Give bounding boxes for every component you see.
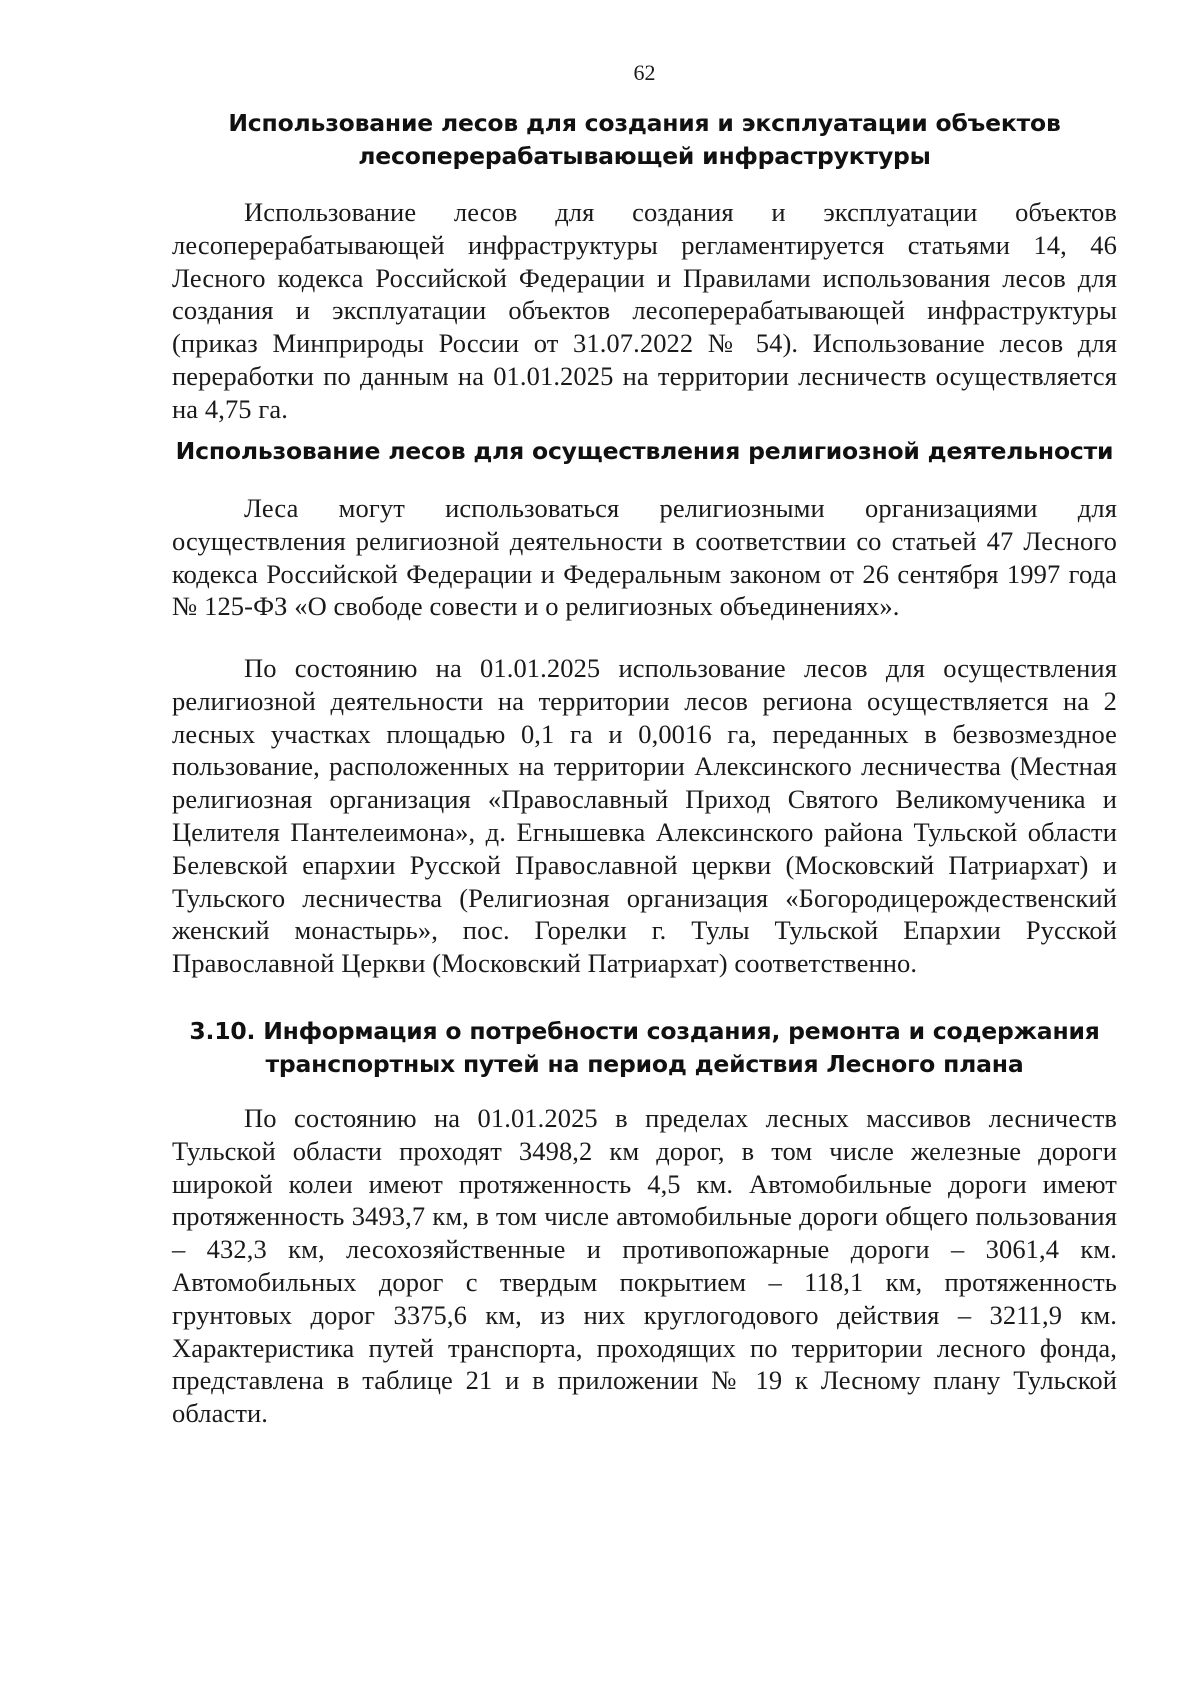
section-heading-processing-infrastructure: Использование лесов для создания и эксплуатации объектов лесоперерабатывающей инфраструктуры [228,109,1061,170]
paragraph-religious-activity-status: По состоянию на 01.01.2025 использование лесов для осуществления религиозной деятельности на территории лесов региона осуществляется на 2 лесных участках площадью 0,1 га и 0,0016 га, переданных в безвозмездное пользование, расположенных на территории Алексинского лесничества (Местная религиозная организация «Православный Приход Святого Великомученика и Целителя Пантелеимона», д. Егнышевка Алексинского района Тульской области Белевской епархии Русской Православной церкви (Московский Патриархат) и Тульского лесничества (Религиозная организация «Богородицерождественский женский монастырь», пос. Горелки г. Тулы Тульской Епархии Русской Православной Церкви (Московский Патриархат) соответственно. [172,653,1117,979]
section-heading-religious-activity: Использование лесов для осуществления религиозной деятельности [175,437,1114,465]
paragraph-processing-infrastructure: Использование лесов для создания и эксплуатации объектов лесоперерабатывающей инфраструктуры регламентируется статьями 14, 46 Лесного кодекса Российской Федерации и Правилами использования лесов для создания и эксплуатации объектов лесоперерабатывающей инфраструктуры (приказ Минприроды России от 31.07.2022 № 54). Использование лесов для переработки по данным на 01.01.2025 на территории лесничеств осуществляется на 4,75 га. [172,197,1117,424]
paragraph-transport-routes: По состоянию на 01.01.2025 в пределах лесных массивов лесничеств Тульской области проходят 3498,2 км дорог, в том числе железные дороги широкой колеи имеют протяженность 4,5 км. Автомобильные дороги имеют протяженность 3493,7 км, в том числе автомобильные дороги общего пользования – 432,3 км, лесохозяйственные и противопожарные дороги – 3061,4 км. Автомобильных дорог с твердым покрытием – 118,1 км, протяженность грунтовых дорог 3375,6 км, из них круглогодового действия – 3211,9 км. Характеристика путей транспорта, проходящих по территории лесного фонда, представлена в таблице 21 и в приложении № 19 к Лесному плану Тульской области. [172,1103,1117,1429]
paragraph-religious-activity-law: Леса могут использоваться религиозными организациями для осуществления религиозной деятельности в соответствии со статьей 47 Лесного кодекса Российской Федерации и Федеральным законом от 26 сентября 1997 года № 125-ФЗ «О свободе совести и о религиозных объединениях». [172,493,1117,622]
page-number: 62 [633,60,656,85]
section-heading-transport-routes: 3.10. Информация о потребности создания, ремонта и содержания транспортных путей на период действия Лесного плана [189,1017,1100,1078]
